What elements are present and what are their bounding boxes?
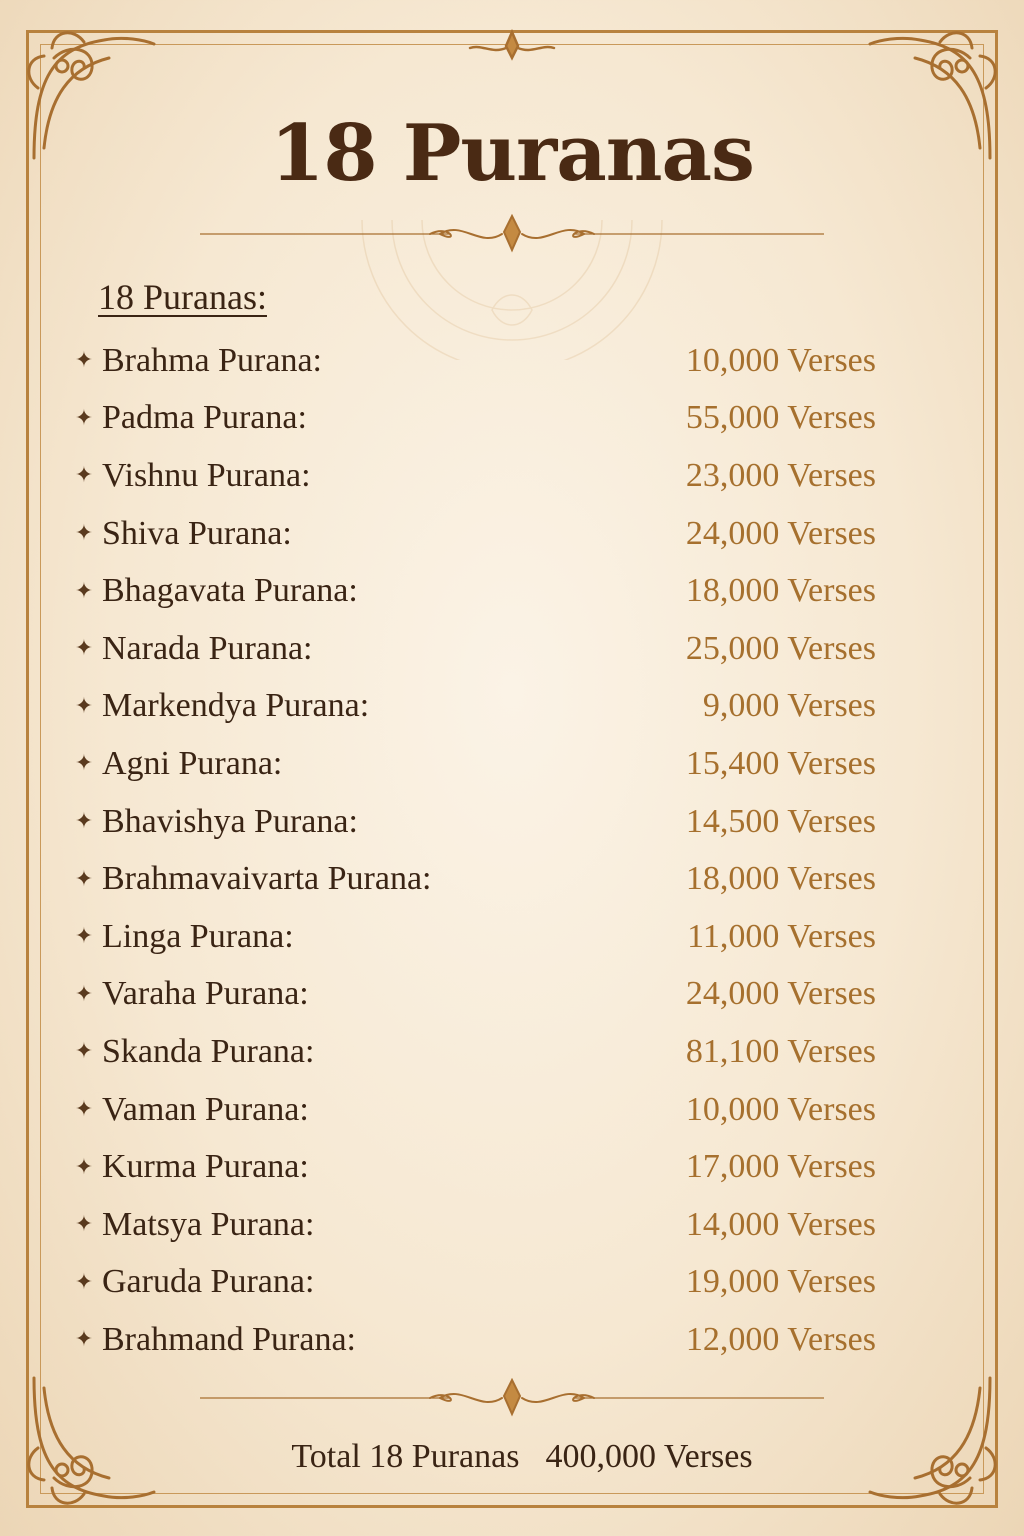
verse-count: 18,000 Verses xyxy=(685,860,876,898)
purana-name: Skanda Purana: xyxy=(102,1032,315,1070)
verse-count: 23,000 Verses xyxy=(685,456,876,494)
list-item xyxy=(66,850,876,908)
page-title: 18 Puranas xyxy=(270,108,754,199)
total-value: 400,000 Verses xyxy=(545,1438,753,1475)
verse-count: 12,000 Verses xyxy=(685,1320,876,1358)
title-divider-flourish xyxy=(200,214,824,254)
purana-name: Vaman Purana: xyxy=(102,1090,309,1128)
four-pointed-star-icon: ✦ xyxy=(74,866,94,892)
four-pointed-star-icon: ✦ xyxy=(74,521,94,547)
purana-name: Garuda Purana: xyxy=(102,1263,315,1301)
list-item xyxy=(66,1138,876,1196)
purana-name: Brahmavaivarta Purana: xyxy=(102,860,432,898)
four-pointed-star-icon: ✦ xyxy=(74,751,94,777)
list-item xyxy=(66,505,876,563)
list-item xyxy=(66,562,876,620)
purana-name: Kurma Purana: xyxy=(102,1148,309,1186)
four-pointed-star-icon: ✦ xyxy=(74,1327,94,1353)
verse-count: 14,000 Verses xyxy=(685,1205,876,1243)
purana-name: Agni Purana: xyxy=(102,744,283,782)
four-pointed-star-icon: ✦ xyxy=(74,578,94,604)
purana-name: Brahma Purana: xyxy=(102,341,322,379)
four-pointed-star-icon: ✦ xyxy=(74,1154,94,1180)
list-item xyxy=(66,1196,876,1254)
list-item xyxy=(66,1023,876,1081)
purana-name: Padma Purana: xyxy=(102,399,307,437)
purana-name: Vishnu Purana: xyxy=(102,456,311,494)
verse-count: 18,000 Verses xyxy=(685,572,876,610)
list-item xyxy=(66,1081,876,1139)
purana-name: Matsya Purana: xyxy=(102,1205,315,1243)
four-pointed-star-icon: ✦ xyxy=(74,981,94,1007)
verse-count: 10,000 Verses xyxy=(685,1090,876,1128)
verse-count: 9,000 Verses xyxy=(702,687,876,725)
purana-name: Bhavishya Purana: xyxy=(102,802,358,840)
verse-count: 11,000 Verses xyxy=(687,917,876,955)
list-item xyxy=(66,390,876,448)
purana-list xyxy=(66,332,876,1369)
bottom-divider-flourish xyxy=(200,1378,824,1418)
purana-name: Narada Purana: xyxy=(102,629,313,667)
four-pointed-star-icon: ✦ xyxy=(74,1039,94,1065)
verse-count: 14,500 Verses xyxy=(685,802,876,840)
total-line xyxy=(0,1438,1024,1476)
verse-count: 19,000 Verses xyxy=(685,1263,876,1301)
list-item xyxy=(66,735,876,793)
list-item xyxy=(66,1254,876,1312)
four-pointed-star-icon: ✦ xyxy=(74,693,94,719)
four-pointed-star-icon: ✦ xyxy=(74,636,94,662)
list-item xyxy=(66,1311,876,1369)
purana-name: Brahmand Purana: xyxy=(102,1320,356,1358)
list-item xyxy=(66,966,876,1024)
purana-name: Shiva Purana: xyxy=(102,514,292,552)
verse-count: 81,100 Verses xyxy=(685,1032,876,1070)
four-pointed-star-icon: ✦ xyxy=(74,1269,94,1295)
four-pointed-star-icon: ✦ xyxy=(74,463,94,489)
total-label: Total 18 Puranas xyxy=(291,1438,520,1475)
list-item xyxy=(66,908,876,966)
purana-name: Bhagavata Purana: xyxy=(102,572,358,610)
verse-count: 55,000 Verses xyxy=(685,399,876,437)
list-item xyxy=(66,447,876,505)
list-item xyxy=(66,332,876,390)
verse-count: 10,000 Verses xyxy=(685,341,876,379)
purana-name: Varaha Purana: xyxy=(102,975,309,1013)
four-pointed-star-icon: ✦ xyxy=(74,1212,94,1238)
verse-count: 24,000 Verses xyxy=(685,975,876,1013)
section-heading: 18 Puranas: xyxy=(98,277,267,317)
purana-name: Linga Purana: xyxy=(102,917,294,955)
four-pointed-star-icon: ✦ xyxy=(74,1097,94,1123)
purana-name: Markendya Purana: xyxy=(102,687,370,725)
list-item xyxy=(66,678,876,736)
verse-count: 17,000 Verses xyxy=(685,1148,876,1186)
list-item xyxy=(66,793,876,851)
verse-count: 25,000 Verses xyxy=(685,629,876,667)
four-pointed-star-icon: ✦ xyxy=(74,348,94,374)
four-pointed-star-icon: ✦ xyxy=(74,924,94,950)
list-item xyxy=(66,620,876,678)
verse-count: 15,400 Verses xyxy=(685,744,876,782)
four-pointed-star-icon: ✦ xyxy=(74,809,94,835)
top-flourish-icon xyxy=(462,28,562,68)
four-pointed-star-icon: ✦ xyxy=(74,405,94,431)
verse-count: 24,000 Verses xyxy=(685,514,876,552)
